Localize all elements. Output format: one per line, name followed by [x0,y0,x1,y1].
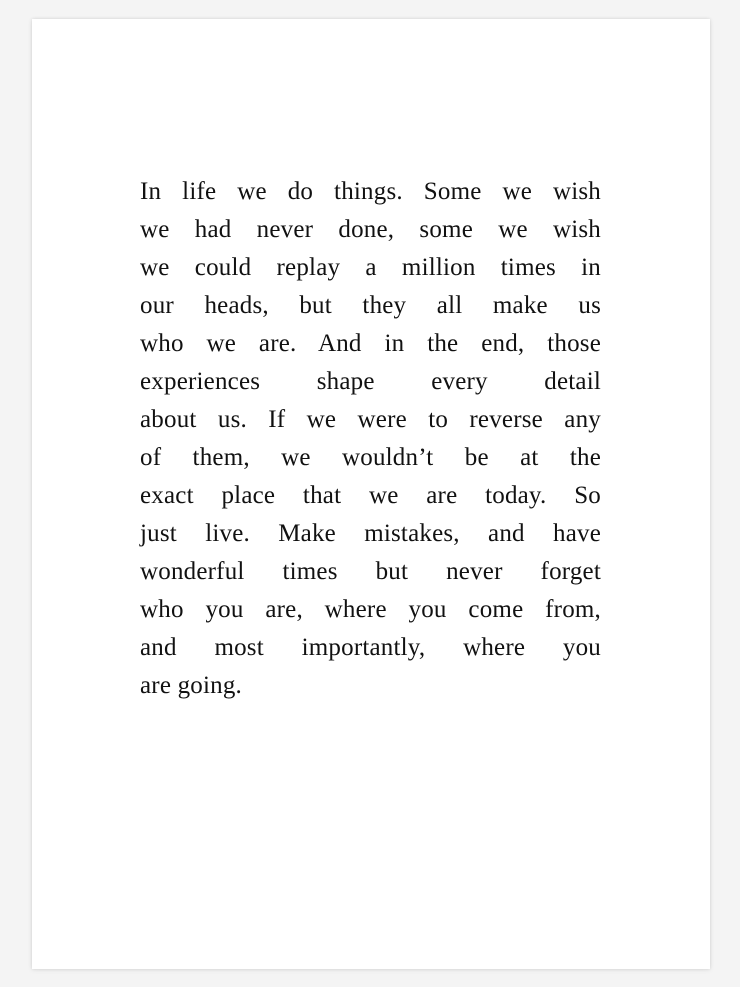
quote-line: and most importantly, where you [140,634,601,661]
quote-line: of them, we wouldn’t be at the [140,444,601,471]
quote-line: exact place that we are today. So [140,482,601,509]
quote-line: our heads, but they all make us [140,292,601,319]
quote-line: who you are, where you come from, [140,596,601,623]
quote-line: we had never done, some we wish [140,216,601,243]
quote-line: about us. If we were to reverse any [140,406,601,433]
quote-line: wonderful times but never forget [140,558,601,585]
quote-line: who we are. And in the end, those [140,330,601,357]
quote-text [140,173,601,705]
quote-line: In life we do things. Some we wish [140,178,601,205]
quote-line: just live. Make mistakes, and have [140,520,601,547]
quote-line: experiences shape every detail [140,368,601,395]
quote-line: we could replay a million times in [140,254,601,281]
poster-print [32,19,710,969]
quote-line-last: are going. [140,672,242,699]
